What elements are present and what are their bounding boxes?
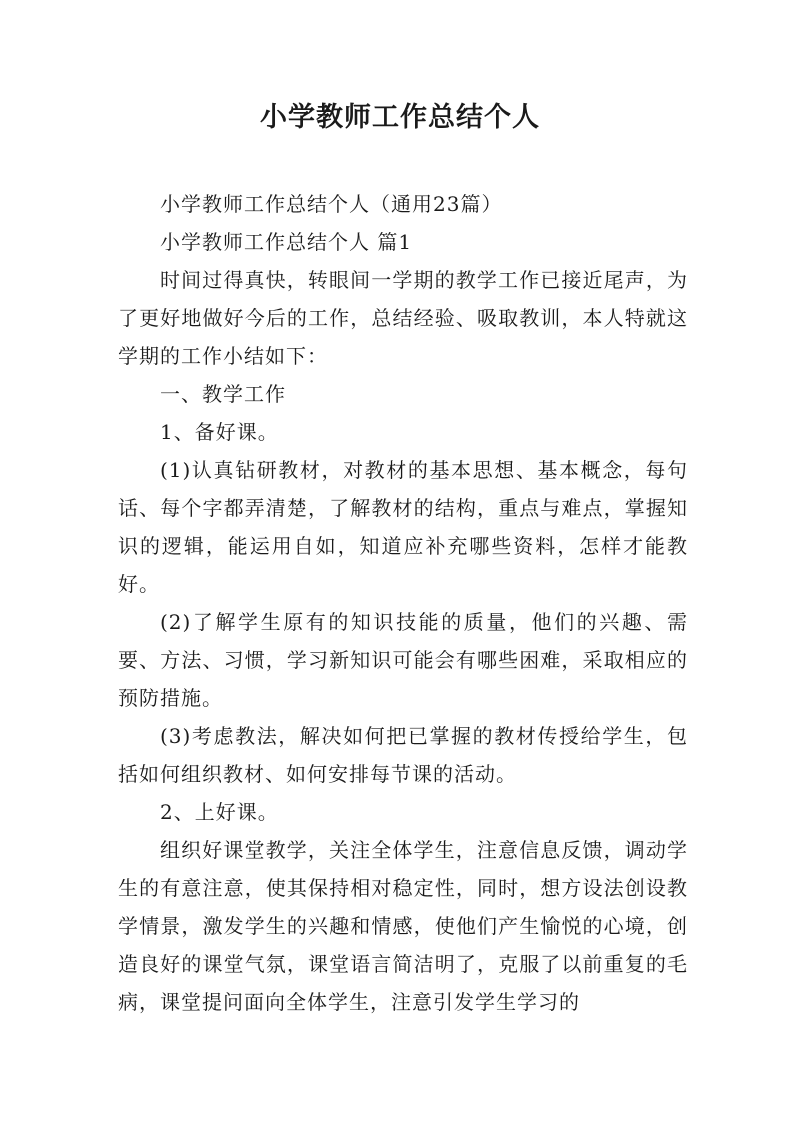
paragraph-heading-lesson: 2、上好课。 xyxy=(160,800,279,824)
paragraph-item-1: (1)认真钻研教材，对教材的基本思想、基本概念，每句话、每个字都弄清楚，了解教材的结构，重点与难点，掌握知识的逻辑，能运用自如，知道应补充哪些资料，怎样才能教好。 xyxy=(118,458,688,596)
paragraph-heading-teaching: 一、教学工作 xyxy=(160,382,286,406)
paragraph-heading-prepare: 1、备好课。 xyxy=(160,420,279,444)
paragraph-item-2: (2)了解学生原有的知识技能的质量，他们的兴趣、需要、方法、习惯，学习新知识可能会有哪些困难，采取相应的预防措施。 xyxy=(118,610,688,710)
paragraph-item-3: (3)考虑教法，解决如何把已掌握的教材传授给学生，包括如何组织教材、如何安排每节课的活动。 xyxy=(118,724,688,786)
paragraph-lesson-body: 组织好课堂教学，关注全体学生，注意信息反馈，调动学生的有意注意，使其保持相对稳定性，同时，想方设法创设教学情景，激发学生的兴趣和情感，使他们产生愉悦的心境，创造良好的课堂气氛，课堂语言简洁明了，克服了以前重复的毛病，课堂提问面向全体学生，注意引发学生学习的 xyxy=(118,838,688,1014)
paragraph-section-heading: 小学教师工作总结个人 篇1 xyxy=(160,230,413,254)
paragraph-intro: 时间过得真快，转眼间一学期的教学工作已接近尾声，为了更好地做好今后的工作，总结经验、吸取教训，本人特就这学期的工作小结如下： xyxy=(118,268,688,368)
document-body xyxy=(118,185,688,1021)
document-title: 小学教师工作总结个人 xyxy=(260,102,540,133)
paragraph-subtitle: 小学教师工作总结个人（通用23篇） xyxy=(160,192,503,216)
